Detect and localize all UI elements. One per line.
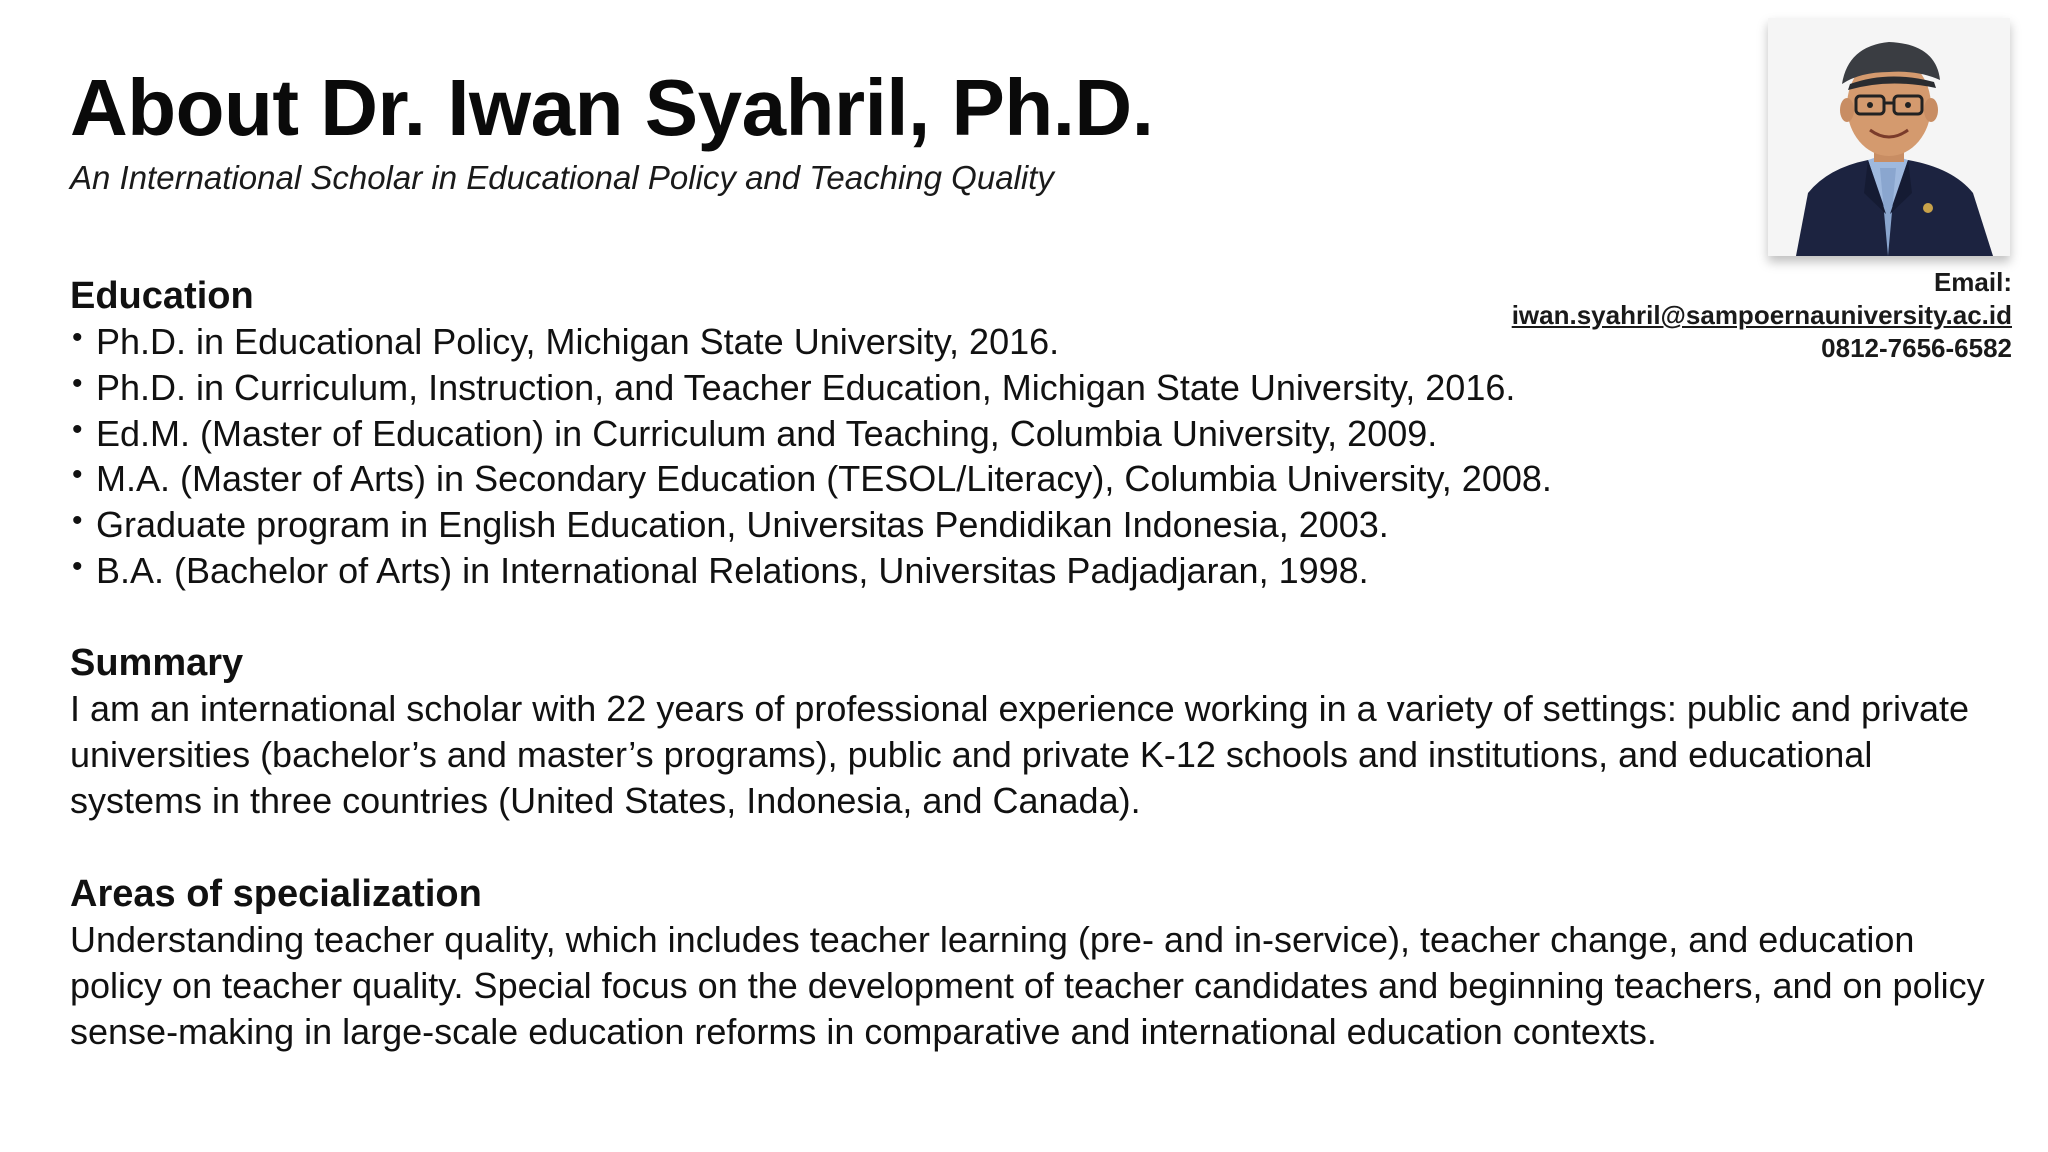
bullet-icon: • (72, 321, 83, 354)
education-item-text: B.A. (Bachelor of Arts) in International Relations, Universitas Padjadjaran, 1998. (96, 549, 1369, 591)
specialization-heading: Areas of specialization (70, 873, 482, 915)
phone-number: 0812-7656-6582 (1821, 333, 2012, 363)
summary-text: I am an international scholar with 22 years of professional experience working in a variety of settings: public and private universities (bachelor’s and master’s programs), public and private K-12 schools and institutions, and educational systems in three countries (United States, Indonesia, and Canada). (70, 688, 1970, 821)
summary-heading: Summary (70, 642, 244, 684)
education-item-text: Ph.D. in Educational Policy, Michigan State University, 2016. (96, 321, 1060, 362)
education-item (70, 456, 1670, 502)
education-section (70, 273, 1670, 594)
education-item-text: M.A. (Master of Arts) in Secondary Education (TESOL/Literacy), Columbia University, 2008. (96, 458, 1552, 500)
bullet-icon: • (72, 549, 83, 583)
bullet-icon: • (72, 504, 83, 538)
email-label: Email: (1933, 267, 2012, 297)
profile-photo (1768, 18, 2010, 256)
education-item (70, 411, 1670, 457)
education-item (70, 548, 1670, 594)
summary-section (70, 640, 2010, 823)
bullet-icon: • (72, 412, 83, 446)
education-list (70, 319, 1670, 594)
specialization-section (70, 871, 2010, 1054)
education-item-text: Ph.D. in Curriculum, Instruction, and Teacher Education, Michigan State University, 2016. (96, 366, 1516, 408)
education-item (70, 502, 1670, 548)
page-subtitle: An International Scholar in Educational Policy and Teaching Quality (70, 159, 1054, 196)
specialization-text: Understanding teacher quality, which includes teacher learning (pre- and in-service), teacher change, and education policy on teacher quality. Special focus on the development of teacher candidates and beginning teachers, and on policy sense-making in large-scale education reforms in comparative and international education contexts. (70, 919, 1985, 1052)
education-item-text: Ed.M. (Master of Education) in Curriculum and Teaching, Columbia University, 2009. (96, 412, 1438, 454)
education-item (70, 365, 1670, 411)
bullet-icon: • (72, 458, 83, 492)
bullet-icon: • (72, 366, 83, 400)
education-item-text: Graduate program in English Education, Universitas Pendidikan Indonesia, 2003. (96, 504, 1389, 546)
page-title: About Dr. Iwan Syahril, Ph.D. (70, 63, 1154, 152)
portrait-illustration (1768, 18, 2010, 256)
education-heading: Education (70, 275, 254, 317)
email-link[interactable]: iwan.syahril@sampoernauniversity.ac.id (1511, 300, 2012, 330)
education-item (70, 319, 1670, 365)
